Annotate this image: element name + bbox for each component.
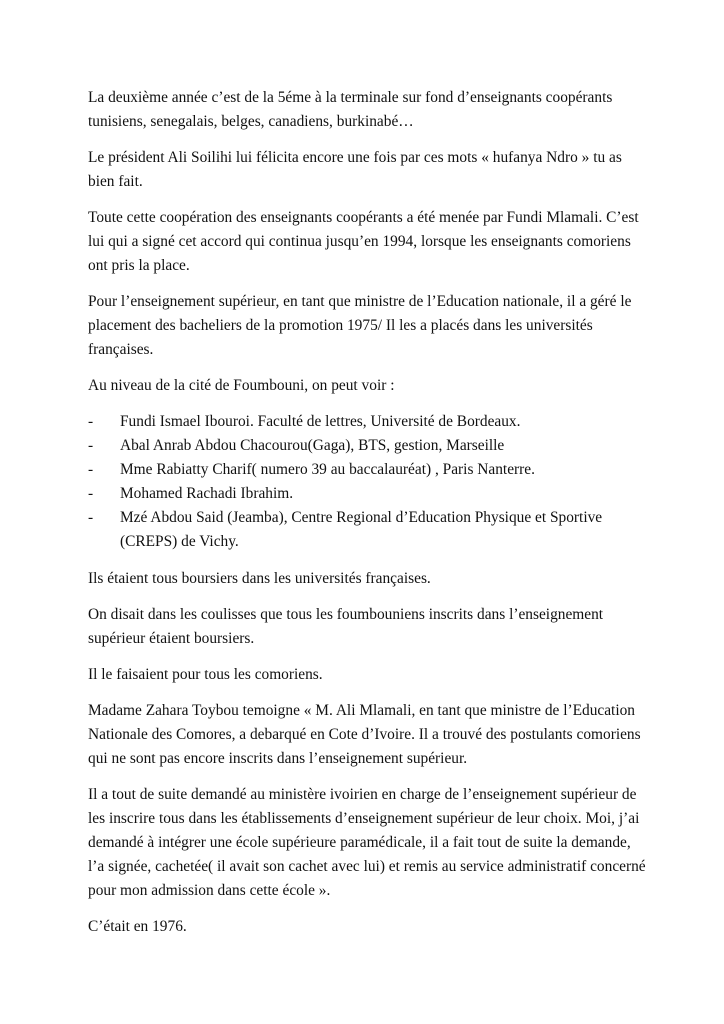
paragraph-scholarships: Ils étaient tous boursiers dans les universités françaises. bbox=[88, 570, 431, 587]
paragraph-enrollment: Il a tout de suite demandé au ministère ivoirien en charge de l’enseignement supérieur de les inscrire tous dans les établissements d’enseignement supérieur de leur choix. Moi, j’ai demandé à intégrer une école supérieure paramédicale, il a fait tout de suite la demande, l’a signée, cachetée( il avait son cachet avec lui) et remis au service administratif concerné pour mon admission dans cette école ». bbox=[88, 786, 646, 899]
document-body bbox=[88, 86, 648, 951]
paragraph-higher-education: Pour l’enseignement supérieur, en tant que ministre de l’Education nationale, il a géré le placement des bacheliers de la promotion 1975/ Il les a placés dans les universités françaises. bbox=[88, 293, 632, 358]
list-item bbox=[88, 410, 648, 434]
list-marker: - bbox=[88, 461, 94, 478]
paragraph-testimony: Madame Zahara Toybou temoigne « M. Ali Mlamali, en tant que ministre de l’Education Nationale des Comores, a debarqué en Cote d’Ivoire. Il a trouvé des postulants comoriens qui ne sont pas encore inscrits dans l’enseignement supérieur. bbox=[88, 702, 641, 767]
list-item bbox=[88, 482, 648, 506]
list-marker: - bbox=[88, 509, 94, 526]
list-item bbox=[88, 434, 648, 458]
list-marker: - bbox=[88, 485, 94, 502]
paragraph-year: C’était en 1976. bbox=[88, 918, 187, 935]
paragraph-cooperation: Toute cette coopération des enseignants coopérants a été menée par Fundi Mlamali. C’est lui qui a signé cet accord qui continua jusqu’en 1994, lorsque les enseignants comoriens ont pris la place. bbox=[88, 209, 639, 274]
paragraph-foumbouni: Au niveau de la cité de Foumbouni, on peut voir : bbox=[88, 377, 395, 394]
list-item bbox=[88, 458, 648, 482]
list-marker: - bbox=[88, 437, 94, 454]
list-item-text: Mohamed Rachadi Ibrahim. bbox=[120, 485, 294, 502]
paragraph-all-comorians: Il le faisaient pour tous les comoriens. bbox=[88, 666, 323, 683]
list-item-text: Mzé Abdou Said (Jeamba), Centre Regional d’Education Physique et Sportive (CREPS) de Vichy. bbox=[120, 509, 603, 550]
paragraph-teachers: La deuxième année c’est de la 5éme à la terminale sur fond d’enseignants coopérants tunisiens, senegalais, belges, canadiens, burkinabé… bbox=[88, 89, 613, 130]
list-marker: - bbox=[88, 413, 94, 430]
list-item-text: Abal Anrab Abdou Chacourou(Gaga), BTS, gestion, Marseille bbox=[120, 437, 505, 454]
list-item bbox=[88, 506, 648, 554]
list-item-text: Mme Rabiatty Charif( numero 39 au baccalauréat) , Paris Nanterre. bbox=[120, 461, 535, 478]
bachelors-list bbox=[88, 410, 648, 554]
paragraph-rumors: On disait dans les coulisses que tous les foumbouniens inscrits dans l’enseignement supérieur étaient boursiers. bbox=[88, 606, 604, 647]
list-item-text: Fundi Ismael Ibouroi. Faculté de lettres, Université de Bordeaux. bbox=[120, 413, 521, 430]
paragraph-president: Le président Ali Soilihi lui félicita encore une fois par ces mots « hufanya Ndro » tu as bien fait. bbox=[88, 149, 622, 190]
